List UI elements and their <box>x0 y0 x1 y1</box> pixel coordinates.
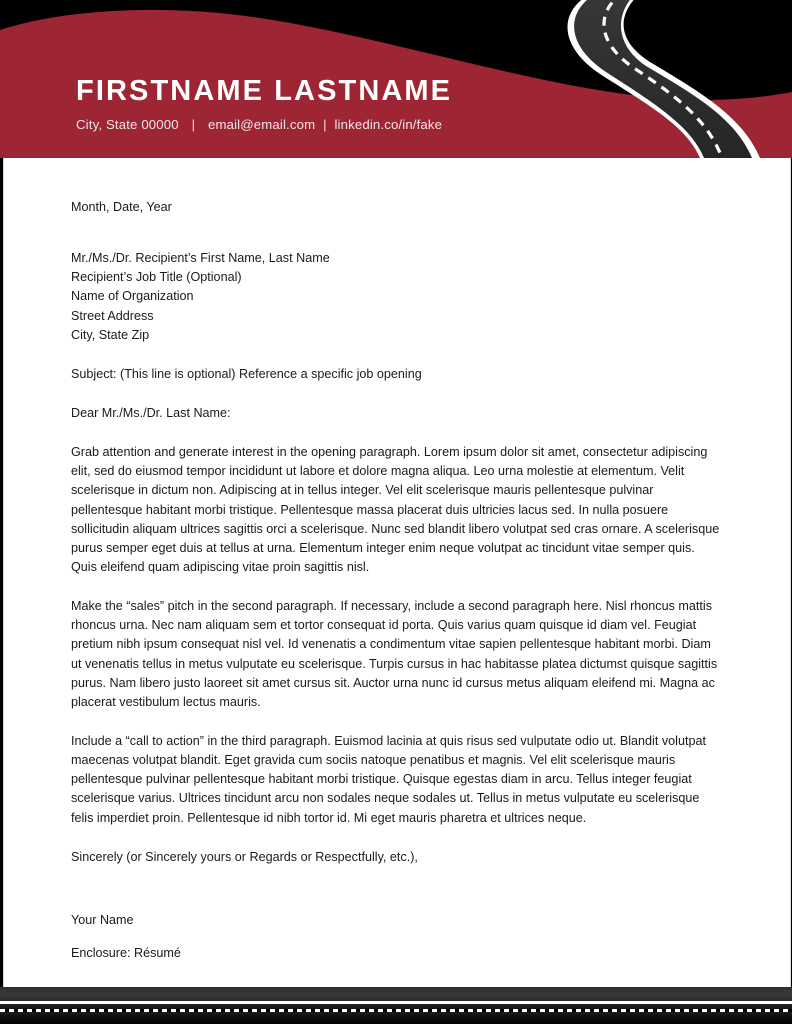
header-identity-block <box>76 76 452 132</box>
letter-paragraph-2: Make the “sales” pitch in the second paragraph. If necessary, include a second paragraph here. Nisl rhoncus mattis rhoncus urna. Nec nam aliquam sem et tortor consequat id porta. Quis varius quam quisque id diam vel. Feugiat pretium nibh ipsum consequat nisl vel. Id venenatis a condimentum vitae sapien pellentesque habitant morbi. Diam ut venenatis tellus in metus vulputate eu scelerisque. Turpis cursus in hac habitasse platea dictumst quisque sagittis purus. Nam libero justo laoreet sit amet cursus sit. Auctor urna nunc id cursus metus aliquam eleifend mi. Magna ac placerat vestibulum lectus mauris. <box>71 599 718 709</box>
spacer <box>71 712 721 732</box>
spacer <box>71 345 721 365</box>
letter-subject: Subject: (This line is optional) Reference a specific job opening <box>71 366 422 381</box>
contact-line <box>76 117 452 132</box>
footer-road-band <box>0 987 792 1024</box>
spacer <box>71 423 721 443</box>
signature-name: Your Name <box>71 912 134 927</box>
footer-black-base <box>0 1012 792 1024</box>
contact-separator-2: | <box>323 117 327 133</box>
spacer <box>71 828 721 848</box>
letter-salutation: Dear Mr./Ms./Dr. Last Name: <box>71 405 231 420</box>
spacer <box>71 384 721 404</box>
footer-asphalt <box>0 987 792 1001</box>
spacer <box>71 217 721 249</box>
recipient-address-block <box>71 249 721 345</box>
signature-space <box>71 867 721 911</box>
letter-paragraph-3: Include a “call to action” in the third paragraph. Euismod lacinia at quis risus sed vulputate odio ut. Blandit volutpat maecenas volutpat blandit. Eget gravida cum sociis natoque penatibus et magnis. Vel elit scelerisque mauris pellentesque pulvinar pellentesque habitant morbi tristique. Quisque egestas diam in arcu. Tellus integer feugiat scelerisque varius. Ultrices tincidunt arcu non sodales neque sodales ut. Tellus in metus vulputate eu scelerisque felis imperdiet proin. Pellentesque id nibh tortor id. Mi eget mauris pharetra et ultrices neque. <box>71 733 706 825</box>
recipient-line-street: Street Address <box>71 308 154 323</box>
recipient-line-name: Mr./Ms./Dr. Recipient’s First Name, Last Name <box>71 251 330 266</box>
page-title-name: FIRSTNAME LASTNAME <box>76 75 453 107</box>
recipient-line-title: Recipient’s Job Title (Optional) <box>71 270 242 285</box>
spacer <box>71 930 721 944</box>
letter-closing: Sincerely (or Sincerely yours or Regards or Respectfully, etc.), <box>71 849 418 864</box>
letter-paragraph-1: Grab attention and generate interest in the opening paragraph. Lorem ipsum dolor sit amet, consectetur adipiscing elit, sed do eiusmod tempor incididunt ut labore et dolore magna aliqua. Leo urna molestie at elementum. Velit scelerisque in dictum non. Adipiscing at in tellus integer. Vel elit scelerisque mauris pellentesque pulvinar pellentesque habitant morbi tristique. Pellentesque massa placerat duis ultricies lacus sed. In nulla posuere sollicitudin aliquam ultrices sagittis orci a scelerisque. Nunc sed blandit libero volutpat sed cras ornare. A scelerisque purus semper eget duis at tellus at urna. Elementum integer enim neque volutpat ac tincidunt vitae semper quis. Quis eleifend quam adipiscing vitae proin sagittis nisl. <box>71 445 720 574</box>
recipient-line-citystate: City, State Zip <box>71 327 150 342</box>
spacer <box>71 577 721 597</box>
contact-location: City, State 00000 <box>76 117 179 133</box>
enclosure-note: Enclosure: Résumé <box>71 945 181 960</box>
letterhead-header <box>0 0 792 158</box>
letter-date: Month, Date, Year <box>71 200 172 214</box>
letter-content <box>71 198 721 963</box>
contact-linkedin[interactable]: linkedin.co/in/fake <box>334 117 443 133</box>
recipient-line-org: Name of Organization <box>71 289 194 304</box>
contact-email[interactable]: email@email.com <box>207 117 316 133</box>
contact-separator-1: | <box>191 117 196 133</box>
